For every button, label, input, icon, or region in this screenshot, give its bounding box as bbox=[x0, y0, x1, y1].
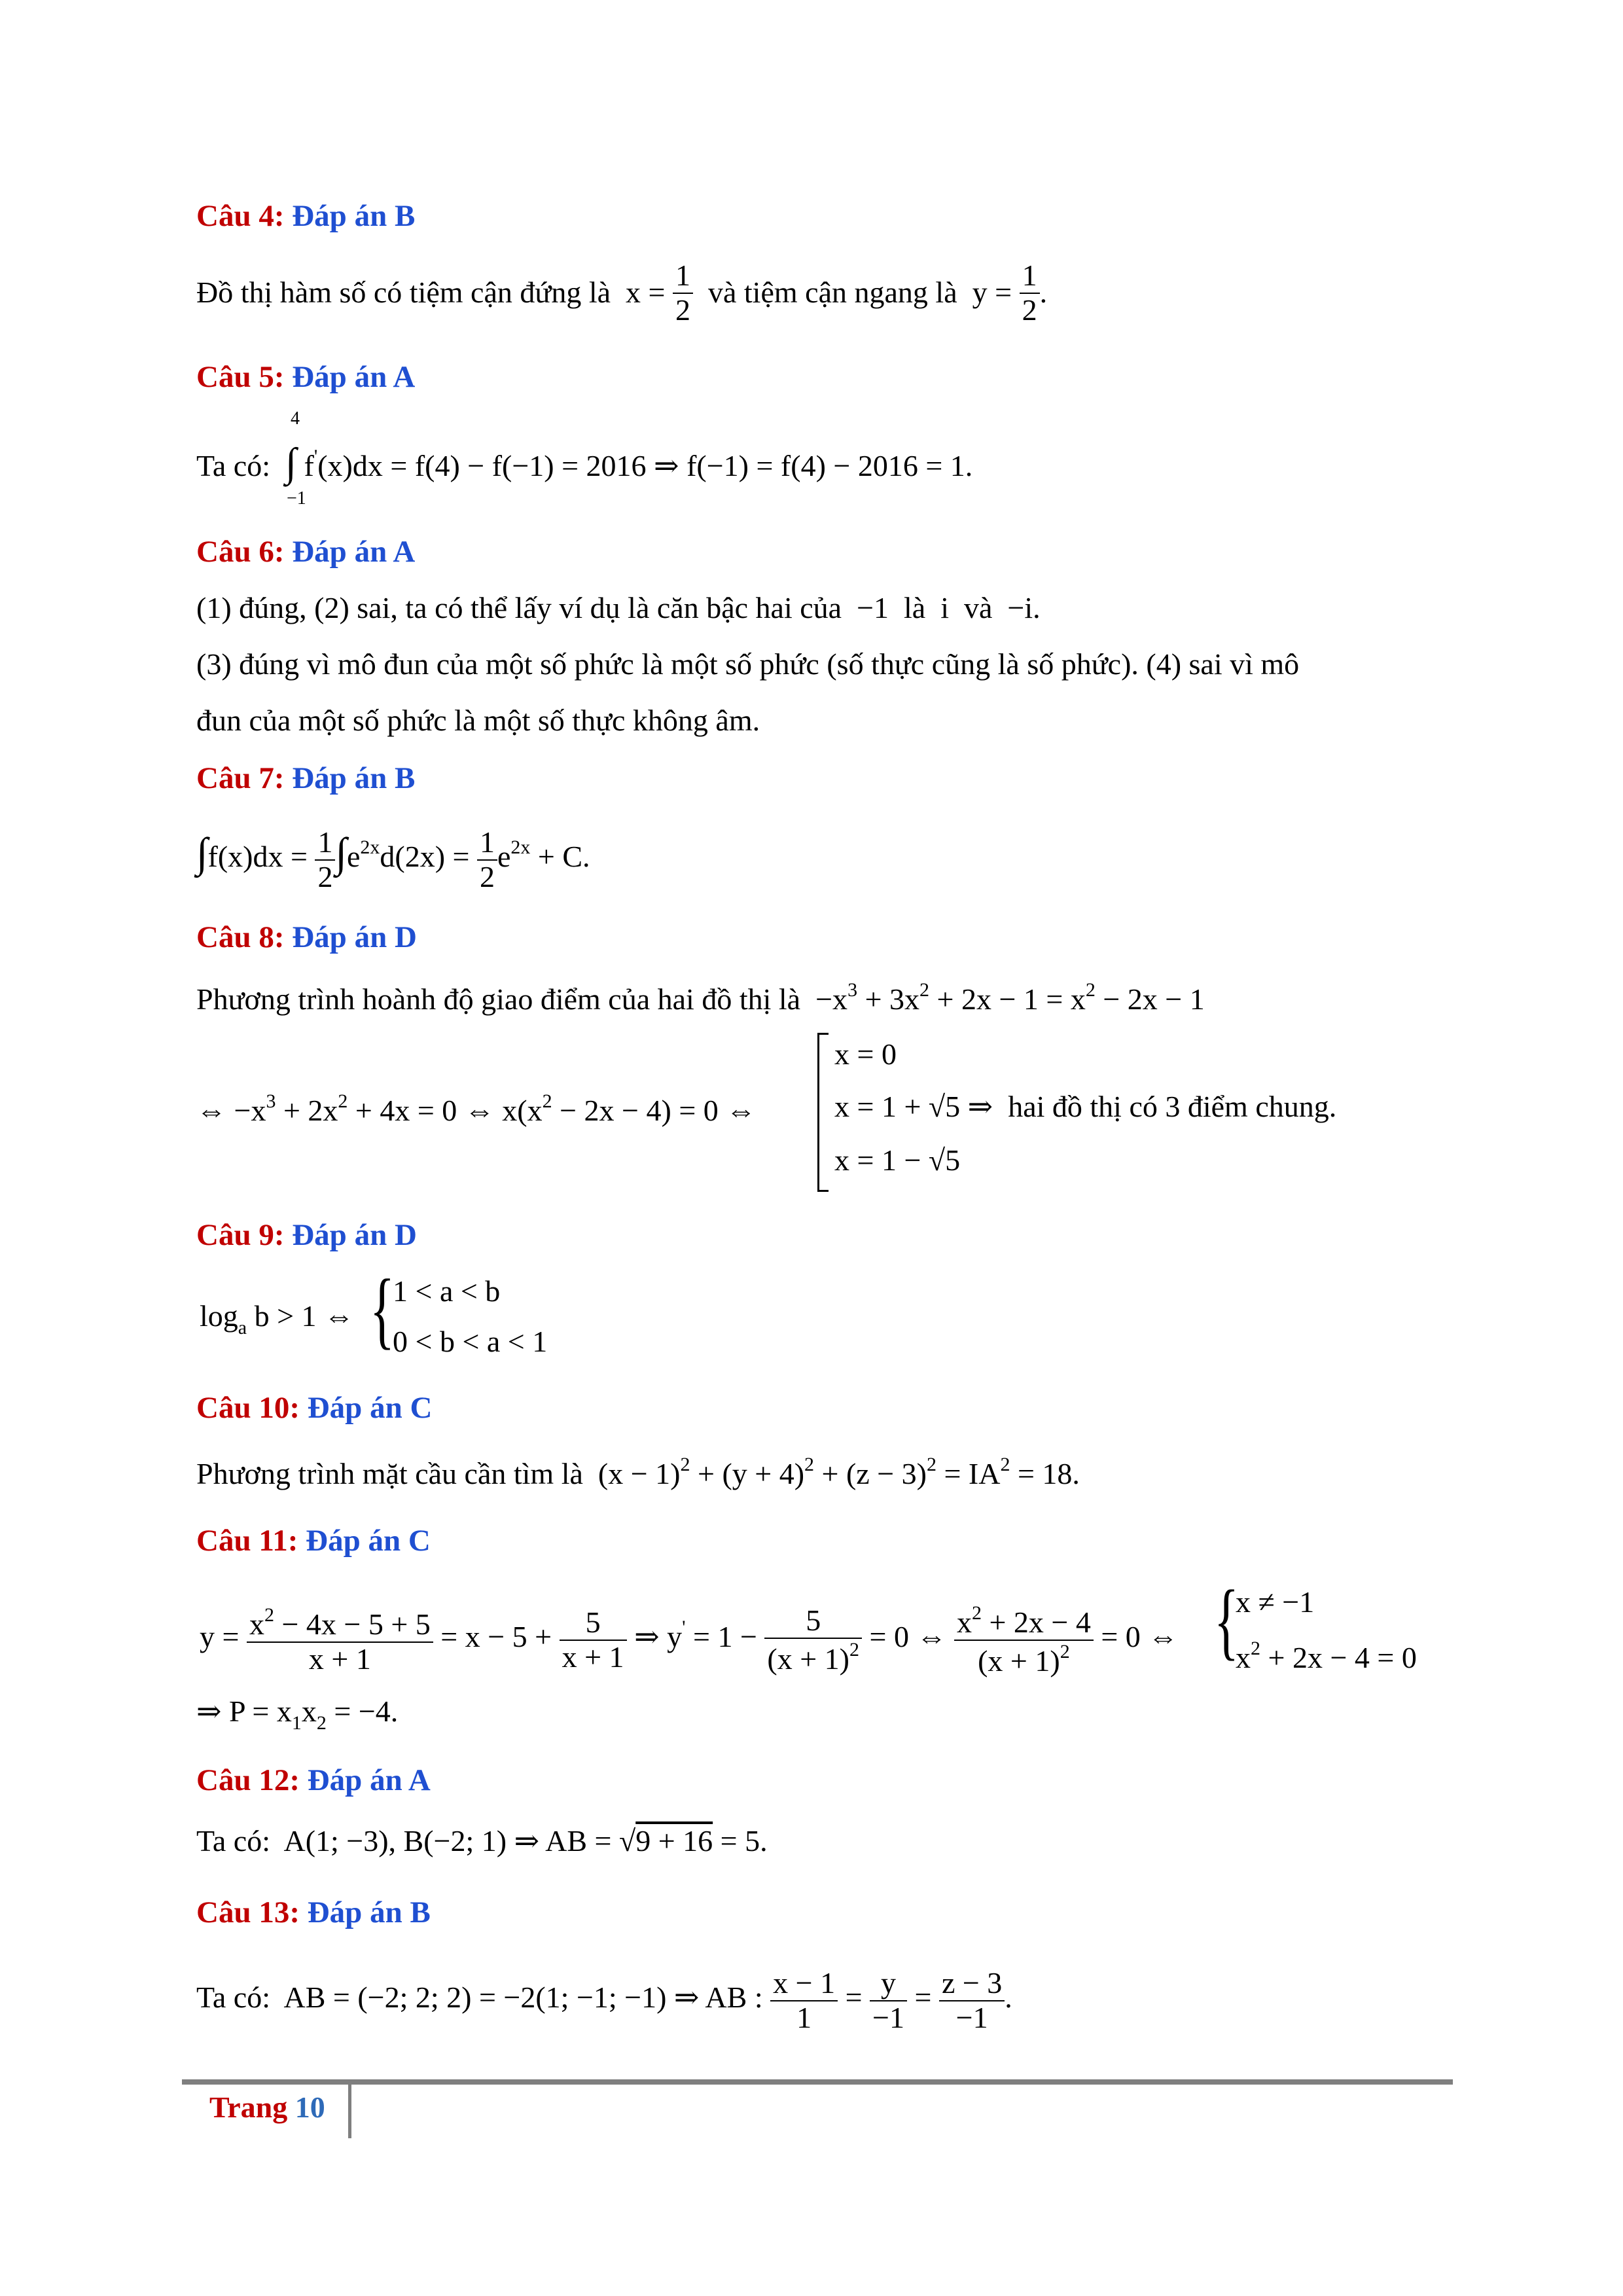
question-8-heading: Câu 8: Đáp án D bbox=[196, 920, 417, 954]
question-13-body: Ta có: AB = (−2; 2; 2) = −2(1; −1; −1) ⇒ AB : $\frac{x - 1}{1}$ = $\frac{y}{-1}$ = $\frac{z - 3}{-1}$ . bbox=[196, 1966, 1012, 2034]
question-6-line-1: (1) đúng, (2) sai, ta có thể lấy ví dụ là căn bậc hai của −1 là i và −i. bbox=[196, 591, 1041, 624]
question-12-body: Ta có: A(1; −3), B(−2; 1) ⇒ AB = √9 + 16 = 5. bbox=[196, 1824, 768, 1857]
question-4-heading: Câu 4: Đáp án B bbox=[196, 199, 416, 233]
system-brace-2: { bbox=[1214, 1572, 1240, 1668]
question-13-heading: Câu 13: Đáp án B bbox=[196, 1895, 431, 1929]
solution-set-bracket bbox=[817, 1033, 829, 1192]
condition-quadratic: $x^2 + 2x - 4 = 0$ bbox=[1236, 1638, 1417, 1674]
solution-x-1-minus-sqrt5: x = 1 − √5 bbox=[834, 1143, 961, 1177]
question-6-heading: Câu 6: Đáp án A bbox=[196, 535, 416, 569]
question-6-line-2: (3) đúng vì mô đun của một số phức là một số phức (số thực cũng là số phức). (4) sai vì mô bbox=[196, 647, 1300, 681]
solution-x-1-plus-sqrt5: x = 1 + √5 ⇒ hai đồ thị có 3 điểm chung. bbox=[834, 1090, 1337, 1123]
question-8-line-2: ⇔ $-x^3 + 2x^2 + 4x = 0$ ⇔ $x(x^2 - 2x - 4) = 0$ ⇔ bbox=[196, 1090, 757, 1127]
question-11-line-1: y = $\frac{x^2 - 4x - 5 + 5}{x + 1}$ = x − 5 + $\frac{5}{x + 1}$ ⇒ y' = 1 − $\frac{5}{(x + 1)^2}$ = 0 ⇔ $\frac{x^2 + 2x - 4}{(x + 1)^2}$ = 0 ⇔ bbox=[200, 1602, 1179, 1677]
system-brace: { bbox=[370, 1261, 395, 1357]
solution-x-0: x = 0 bbox=[834, 1037, 897, 1071]
question-9-body: $\log_a b > 1$ ⇔ bbox=[200, 1299, 355, 1338]
question-12-heading: Câu 12: Đáp án A bbox=[196, 1763, 431, 1797]
question-7-heading: Câu 7: Đáp án B bbox=[196, 761, 416, 795]
question-6-line-3: đun của một số phức là một số thực không âm. bbox=[196, 704, 760, 737]
question-4-body: Đồ thị hàm số có tiệm cận đứng là x = $\frac{1}{2}$ và tiệm cận ngang là y = $\frac{1}{2}$ . bbox=[196, 259, 1048, 327]
condition-x-not-minus-1: x ≠ −1 bbox=[1236, 1585, 1315, 1619]
question-11-line-2: ⇒ $P = x_1x_2 = -4$. bbox=[196, 1695, 399, 1734]
question-5-body: Ta có: ∫ 4 −1 f'(x)dx = f(4) − f(−1) = 2016 ⇒ f(−1) = f(4) − 2016 = 1. bbox=[196, 408, 973, 509]
question-11-heading: Câu 11: Đáp án C bbox=[196, 1524, 431, 1558]
question-9-heading: Câu 9: Đáp án D bbox=[196, 1218, 417, 1252]
question-10-heading: Câu 10: Đáp án C bbox=[196, 1391, 433, 1425]
question-5-heading: Câu 5: Đáp án A bbox=[196, 360, 416, 394]
condition-2: 0 < b < a < 1 bbox=[393, 1325, 548, 1358]
footer-divider bbox=[348, 2085, 351, 2138]
question-8-line-1: Phương trình hoành độ giao điểm của hai đồ thị là $-x^3 + 3x^2 + 2x - 1 = x^2 - 2x - 1$ bbox=[196, 979, 1205, 1016]
question-10-body: Phương trình mặt cầu cần tìm là $(x - 1)^2 + (y + 4)^2 + (z - 3)^2 = IA^2 = 18$. bbox=[196, 1454, 1080, 1490]
footer-rule bbox=[182, 2079, 1453, 2085]
question-7-body: ∫f(x)dx = $\frac{1}{2}$ $\int e^{2x}d(2x)$ = $\frac{1}{2}$ $e^{2x} + C$. bbox=[196, 825, 590, 893]
condition-1: 1 < a < b bbox=[393, 1274, 501, 1308]
page-number: Trang 10 bbox=[209, 2090, 325, 2124]
